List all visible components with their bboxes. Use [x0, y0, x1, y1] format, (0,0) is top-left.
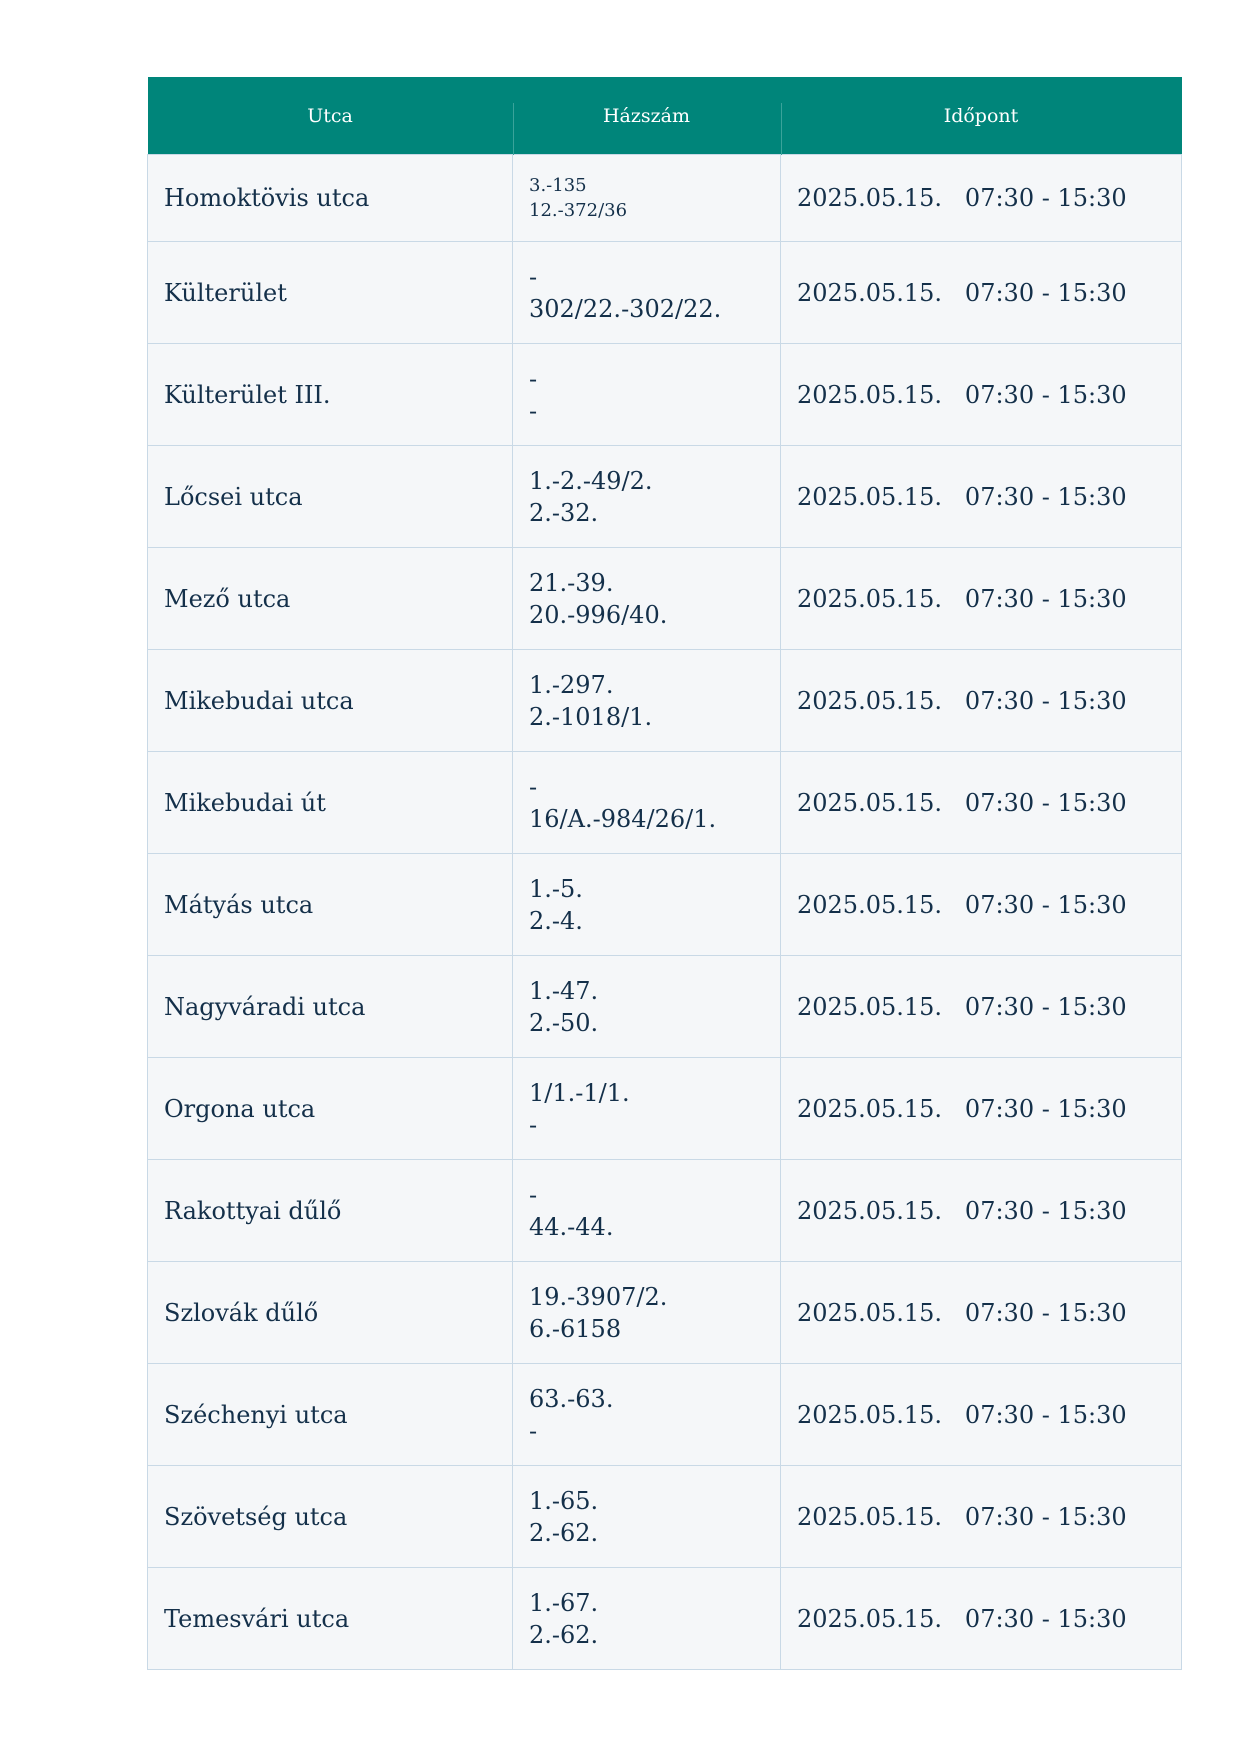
house-number-cell	[513, 854, 781, 956]
house-number-range: 1.-5.	[529, 874, 583, 903]
house-number-range: 1/1.-1/1.	[529, 1078, 630, 1107]
street-cell: Széchenyi utca	[148, 1364, 513, 1466]
time-cell: 2025.05.15. 07:30 - 15:30	[781, 1262, 1182, 1364]
table-row	[148, 650, 1182, 752]
house-number-cell	[513, 1568, 781, 1670]
table-row	[148, 344, 1182, 446]
table-row	[148, 446, 1182, 548]
house-number-range: 44.-44.	[529, 1212, 614, 1241]
outage-schedule-table	[147, 77, 1182, 1670]
street-cell: Mikebudai utca	[148, 650, 513, 752]
house-number-cell	[513, 344, 781, 446]
house-number-range: 16/A.-984/26/1.	[529, 804, 717, 833]
house-number-range: 2.-62.	[529, 1620, 599, 1649]
street-cell: Homoktövis utca	[148, 155, 513, 242]
house-number-cell	[513, 1160, 781, 1262]
house-number-cell	[513, 1364, 781, 1466]
street-cell: Nagyváradi utca	[148, 956, 513, 1058]
house-number-range: 1.-65.	[529, 1486, 599, 1515]
table-row	[148, 1364, 1182, 1466]
house-number-range: -	[529, 396, 538, 425]
time-cell: 2025.05.15. 07:30 - 15:30	[781, 1568, 1182, 1670]
table-row	[148, 1568, 1182, 1670]
house-number-range: 19.-3907/2.	[529, 1282, 668, 1311]
house-number-range: 2.-1018/1.	[529, 702, 653, 731]
house-number-cell	[513, 650, 781, 752]
street-cell: Külterület	[148, 242, 513, 344]
time-cell: 2025.05.15. 07:30 - 15:30	[781, 344, 1182, 446]
street-cell: Szlovák dűlő	[148, 1262, 513, 1364]
time-cell: 2025.05.15. 07:30 - 15:30	[781, 752, 1182, 854]
time-cell: 2025.05.15. 07:30 - 15:30	[781, 1058, 1182, 1160]
time-cell: 2025.05.15. 07:30 - 15:30	[781, 1160, 1182, 1262]
table-row	[148, 956, 1182, 1058]
house-number-cell	[513, 1466, 781, 1568]
table-row	[148, 1466, 1182, 1568]
time-cell: 2025.05.15. 07:30 - 15:30	[781, 854, 1182, 956]
house-number-range: 12.-372/36	[529, 200, 628, 221]
table-row	[148, 548, 1182, 650]
time-cell: 2025.05.15. 07:30 - 15:30	[781, 548, 1182, 650]
table-header	[148, 77, 1182, 155]
house-number-range: -	[529, 772, 538, 801]
house-number-range: 63.-63.	[529, 1384, 614, 1413]
table-body	[148, 155, 1182, 1670]
table-row	[148, 1262, 1182, 1364]
street-cell: Temesvári utca	[148, 1568, 513, 1670]
house-number-range: -	[529, 1180, 538, 1209]
table-row	[148, 752, 1182, 854]
house-number-range: 20.-996/40.	[529, 600, 668, 629]
table-row	[148, 242, 1182, 344]
house-number-cell	[513, 1262, 781, 1364]
house-number-range: 1.-67.	[529, 1588, 599, 1617]
house-number-cell	[513, 752, 781, 854]
house-number-range: 6.-6158	[529, 1314, 622, 1343]
time-cell: 2025.05.15. 07:30 - 15:30	[781, 155, 1182, 242]
house-number-range: -	[529, 1416, 538, 1445]
table-row	[148, 1160, 1182, 1262]
time-cell: 2025.05.15. 07:30 - 15:30	[781, 242, 1182, 344]
street-cell: Mező utca	[148, 548, 513, 650]
street-cell: Mikebudai út	[148, 752, 513, 854]
house-number-range: -	[529, 364, 538, 393]
header-row	[148, 77, 1182, 155]
street-cell: Szövetség utca	[148, 1466, 513, 1568]
house-number-range: 3.-135	[529, 175, 587, 196]
house-number-range: 1.-2.-49/2.	[529, 466, 653, 495]
header-house-number: Házszám	[513, 77, 781, 155]
table-row	[148, 1058, 1182, 1160]
street-cell: Lőcsei utca	[148, 446, 513, 548]
house-number-range: -	[529, 1110, 538, 1139]
house-number-cell	[513, 548, 781, 650]
house-number-range: 2.-50.	[529, 1008, 599, 1037]
street-cell: Orgona utca	[148, 1058, 513, 1160]
time-cell: 2025.05.15. 07:30 - 15:30	[781, 956, 1182, 1058]
house-number-range: 2.-32.	[529, 498, 599, 527]
house-number-cell	[513, 242, 781, 344]
table-row	[148, 155, 1182, 242]
header-time: Időpont	[781, 77, 1182, 155]
house-number-range: 21.-39.	[529, 568, 614, 597]
street-cell: Mátyás utca	[148, 854, 513, 956]
time-cell: 2025.05.15. 07:30 - 15:30	[781, 1466, 1182, 1568]
street-cell: Külterület III.	[148, 344, 513, 446]
house-number-range: 2.-4.	[529, 906, 583, 935]
house-number-cell	[513, 956, 781, 1058]
street-cell: Rakottyai dűlő	[148, 1160, 513, 1262]
header-street: Utca	[148, 77, 513, 155]
house-number-range: 1.-47.	[529, 976, 599, 1005]
house-number-cell	[513, 1058, 781, 1160]
time-cell: 2025.05.15. 07:30 - 15:30	[781, 650, 1182, 752]
time-cell: 2025.05.15. 07:30 - 15:30	[781, 446, 1182, 548]
document-page	[147, 77, 1181, 1670]
house-number-cell	[513, 155, 781, 242]
house-number-range: 1.-297.	[529, 670, 614, 699]
house-number-cell	[513, 446, 781, 548]
house-number-range: 2.-62.	[529, 1518, 599, 1547]
time-cell: 2025.05.15. 07:30 - 15:30	[781, 1364, 1182, 1466]
house-number-range: 302/22.-302/22.	[529, 294, 722, 323]
house-number-range: -	[529, 262, 538, 291]
table-row	[148, 854, 1182, 956]
